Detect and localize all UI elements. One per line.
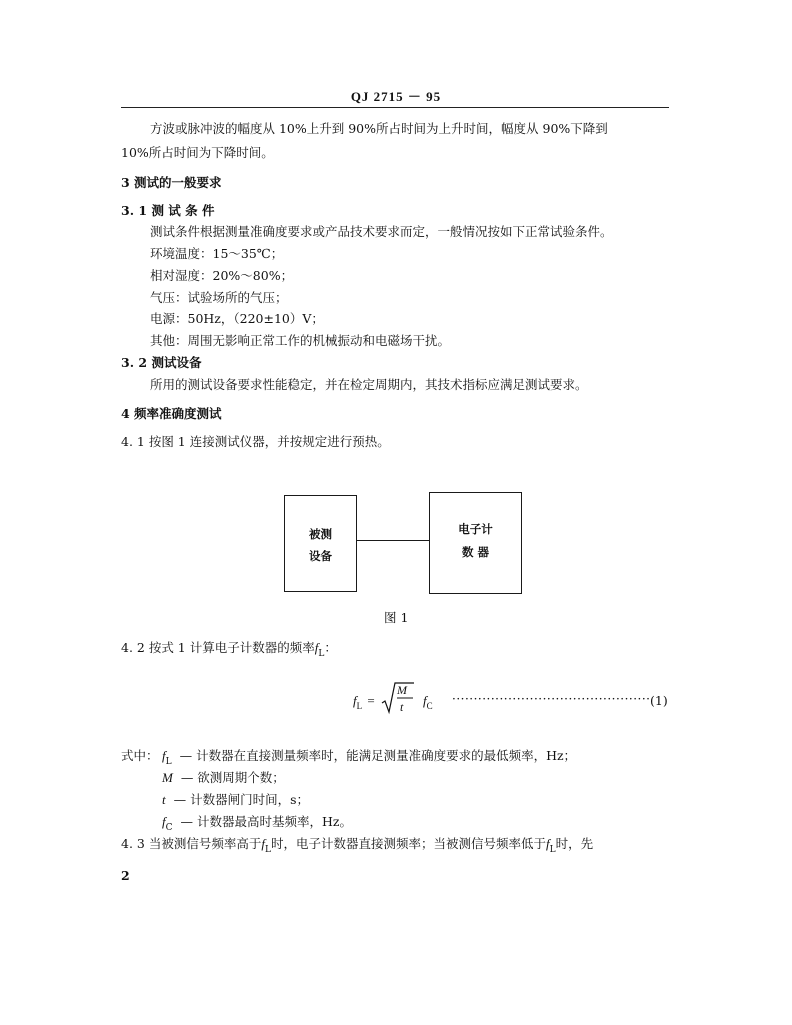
formula-lhs-f: f — [353, 693, 357, 708]
section-4-1: 4. 1 按图 1 连接测试仪器，并按规定进行预热。 — [121, 434, 390, 449]
device-under-test-box — [284, 495, 357, 592]
figure-caption: 图 1 — [384, 610, 409, 625]
where-fc-text: — 计数器最高时基频率，Hz。 — [180, 814, 352, 829]
condition-humidity: 相对湿度：20%～80%； — [150, 268, 294, 283]
formula-lhs — [353, 693, 375, 709]
intro-line-1: 方波或脉冲波的幅度从 10%上升到 90%所占时间为上升时间，幅度从 90%下降到 — [150, 121, 608, 136]
section-4-2-text: 4. 2 按式 1 计算电子计数器的频率 — [121, 640, 315, 655]
formula-leader-dots: ·············································· — [452, 692, 651, 706]
where-item-m — [162, 770, 285, 786]
section-4-3 — [121, 836, 593, 854]
where-fc-sub: C — [165, 823, 173, 833]
formula-numerator: M — [397, 683, 407, 697]
where-fl-text: — 计数器在直接测量频率时，能满足测量准确度要求的最低频率，Hz； — [179, 748, 577, 763]
section-3-1-title: 3. 1 测 试 条 件 — [121, 203, 215, 218]
where-t-sym: t — [162, 792, 166, 807]
where-m-sym: M — [162, 770, 173, 785]
condition-temperature: 环境温度：15～35℃； — [150, 246, 284, 261]
section-4-3-part-c: 时，先 — [555, 836, 594, 851]
section-3-1-body: 测试条件根据测量准确度要求或产品技术要求而定，一般情况按如下正常试验条件。 — [150, 224, 613, 239]
formula-equals: = — [367, 693, 375, 708]
section-4-3-part-a: 4. 3 当被测信号频率高于 — [121, 836, 262, 851]
where-fl-sub: L — [165, 757, 172, 767]
electronic-counter-box — [429, 492, 522, 594]
section-3-2-body: 所用的测试设备要求性能稳定，并在检定周期内，其技术指标应满足测试要求。 — [150, 377, 588, 392]
where-fc-sym: f — [162, 814, 166, 829]
formula-lhs-sub: L — [356, 701, 363, 711]
section-4-2-colon: ： — [324, 640, 337, 655]
condition-power: 电源：50Hz，（220±10）V； — [150, 311, 324, 326]
section-4-2 — [121, 640, 337, 658]
where-fl-sym: f — [162, 748, 166, 763]
device-under-test-label-2: 设备 — [309, 549, 332, 563]
header-rule — [121, 107, 669, 108]
document-code-header: QJ 2715 － 95 — [350, 89, 442, 104]
formula-denominator: t — [400, 700, 404, 714]
where-item-t — [162, 792, 309, 808]
where-item-fc — [162, 814, 352, 832]
section-4-3-sub-2: L — [549, 845, 556, 855]
formula-rhs — [423, 693, 433, 709]
where-t-text: — 计数器闸门时间，s； — [173, 792, 309, 807]
where-item-fl — [162, 748, 576, 766]
section-4-3-var-2: f — [545, 836, 550, 851]
section-4-3-sub-1: L — [264, 845, 271, 855]
section-4-2-var: f — [314, 640, 319, 655]
section-4-3-var-1: f — [261, 836, 265, 851]
condition-pressure: 气压：试验场所的气压； — [150, 290, 288, 305]
connection-line — [356, 540, 429, 541]
intro-line-2: 10%所占时间为下降时间。 — [121, 145, 274, 160]
electronic-counter-label-1: 电子计 — [458, 522, 493, 536]
section-4-3-part-b: 时，电子计数器直接测频率；当被测信号频率低于 — [270, 836, 546, 851]
electronic-counter-label-2: 数 器 — [461, 545, 489, 559]
formula-rhs-sub: C — [426, 701, 433, 711]
formula-rhs-f: f — [423, 693, 427, 708]
section-4-title: 4 频率准确度测试 — [121, 406, 222, 421]
device-under-test-label-1: 被测 — [309, 527, 332, 541]
section-3-2-title: 3. 2 测试设备 — [121, 355, 202, 370]
page-number: 2 — [121, 868, 130, 883]
where-m-text: — 欲测周期个数； — [180, 770, 285, 785]
where-label: 式中： — [121, 748, 159, 763]
condition-other: 其他：周围无影响正常工作的机械振动和电磁场干扰。 — [150, 333, 451, 348]
formula-number: (1) — [650, 693, 668, 708]
section-3-title: 3 测试的一般要求 — [121, 175, 222, 190]
section-4-2-sub: L — [318, 649, 325, 659]
